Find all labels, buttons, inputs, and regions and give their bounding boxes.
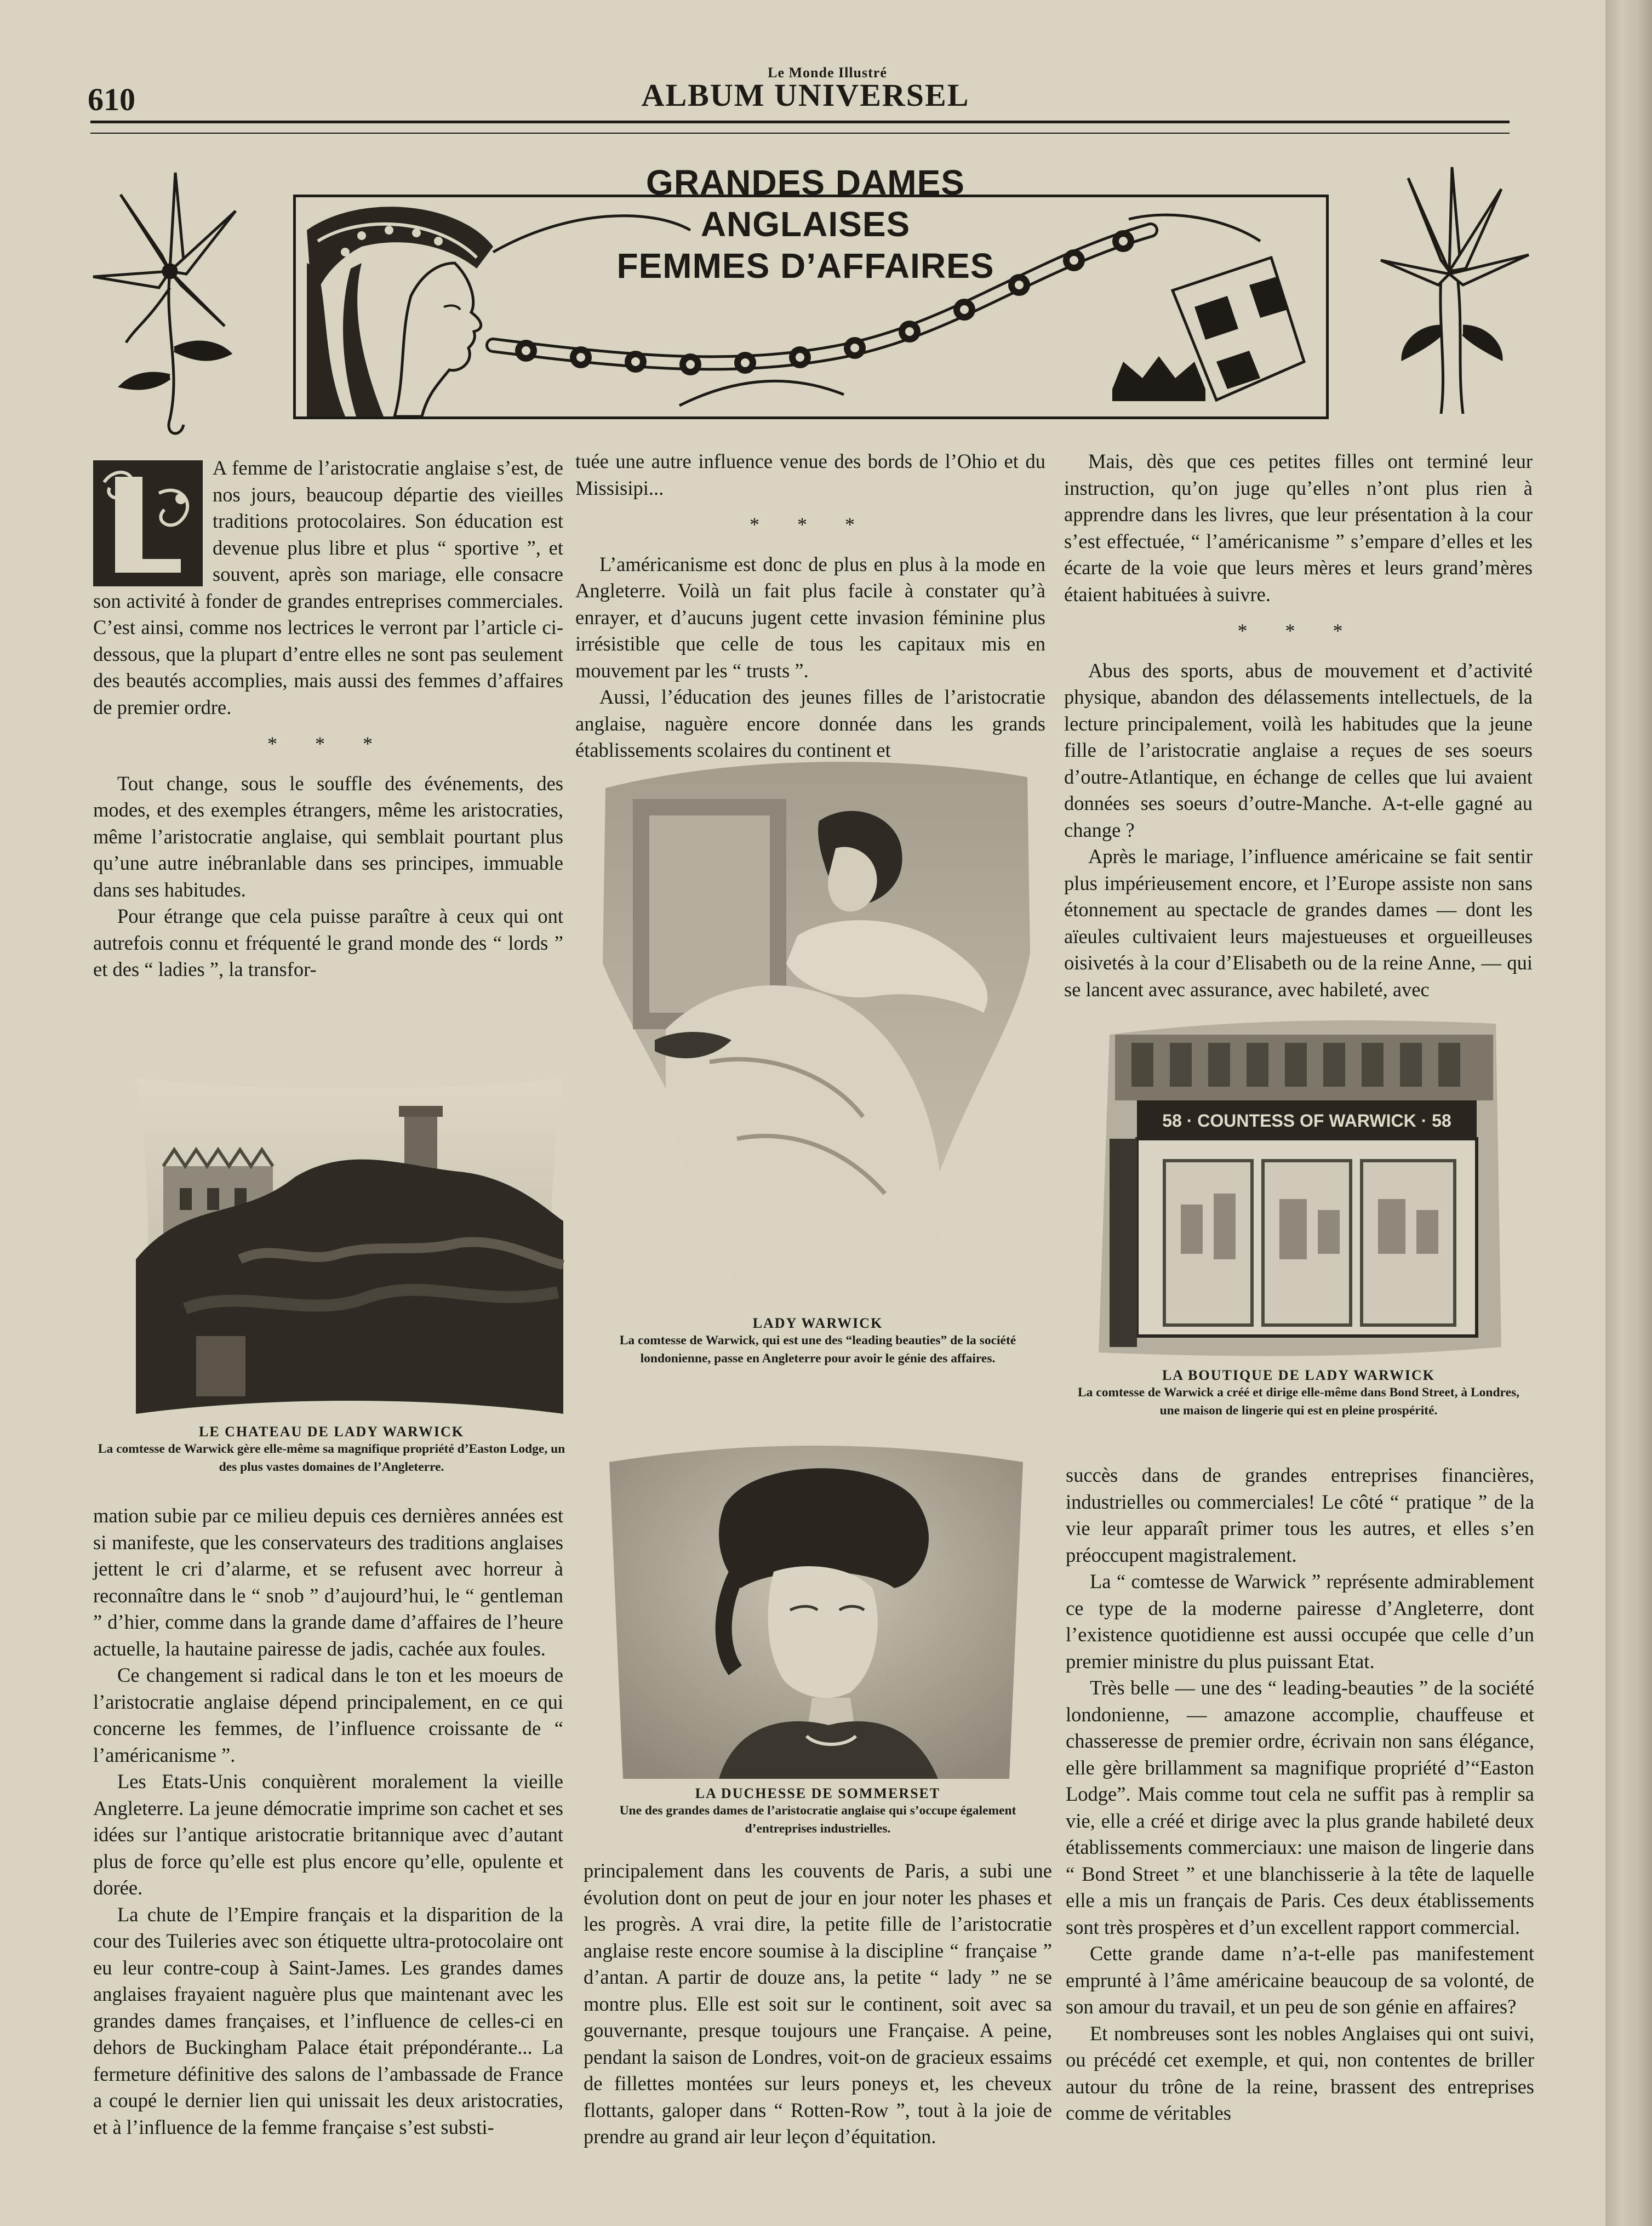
title-line-1: GRANDES DAMES — [646, 163, 965, 202]
paragraph: Les Etats-Unis conquièrent moralement la vieille Angleterre. La jeune démocratie imprime son cachet et ses idées sur l’antique aristocratie britannique avec d’autant plus de force qu’elle est plus encore qu’elle, opulente et dorée. — [93, 1770, 563, 1899]
paragraph: Très belle — une des “ leading-beauties ” de la société londonienne, — amazone accomplie, chauffeuse et chasseresse de premier ordre, écrivain non sans élégance, elle gère brillamment sa magnifique propriété d’“Easton Lodge”. Mais comme tout cela ne suffit pas à remplir sa vie, elle a créé et dirige avec la plus grande habileté deux établissements commerciaux: une maison de lingerie dans “ Bond Street ” et une blanchisserie à la tête de laquelle elle a mis un français de Paris. Ces deux établissements sont très prospères et d’un excellent rapport commercial. — [1066, 1676, 1534, 1938]
drop-cap-l — [93, 460, 203, 586]
castle-caption-title: LE CHATEAU DE LADY WARWICK — [199, 1424, 464, 1440]
duchess-caption-title: LA DUCHESSE DE SOMMERSET — [695, 1785, 941, 1801]
intro-paragraph: A femme de l’aristocratie anglaise s’est, de nos jours, beaucoup départie des vieilles traditions protocolaires. Son éducation est devenue plus libre et plus “ sportive ”, et souvent, après son mariage, elle consacre son activité à fonder de grandes entreprises commerciales. C’est ainsi, comme nos lectrices le verront par l’article ci-dessous, que la plupart d’entre elles ne sont pas seulement des beautés accomplies, mais aussi des femmes d’affaires de premier ordre. — [93, 456, 563, 718]
duchess-caption-text: Une des grandes dames de l’aristocratie anglaise qui s’occupe également d’entreprises industrielles. — [619, 1803, 1016, 1836]
shop-caption — [1074, 1367, 1523, 1420]
shop-sign: 58 · COUNTESS OF WARWICK · 58 — [1162, 1111, 1451, 1131]
shop-caption-title: LA BOUTIQUE DE LADY WARWICK — [1162, 1367, 1436, 1383]
castle-caption-text: La comtesse de Warwick gère elle-même sa magnifique propriété d’Easton Lodge, un des plus vastes domaines de l’Angleterre. — [98, 1442, 565, 1474]
paragraph: Aussi, l’éducation des jeunes filles de l’aristocratie anglaise, naguère encore donnée dans les grands établissements scolaires du continent et — [575, 686, 1045, 761]
shop-caption-text: La comtesse de Warwick a créé et dirige elle-même dans Bond Street, à Londres, une maison de lingerie qui est en pleine prospérité. — [1077, 1385, 1520, 1418]
header-rule-thin — [90, 133, 1510, 134]
publication-subtitle: Le Monde Illustré — [768, 65, 887, 81]
lady-caption-text: La comtesse de Warwick, qui est une des “leading beauties” de la société londonienne, passe en Angleterre pour avoir le génie des affaires. — [619, 1333, 1016, 1366]
column-2-bottom — [584, 1858, 1052, 2150]
column-3-bottom — [1066, 1462, 1534, 2127]
paragraph: L’américanisme est donc de plus en plus à la mode en Angleterre. Voilà un fait plus facile à constater qu’à enrayer, et d’aucuns jugent cette invasion féminine plus irrésistible que celle de tous les capitaux mis en mouvement par les “ trusts ”. — [575, 552, 1045, 682]
page-number: 610 — [88, 82, 135, 117]
paragraph: Cette grande dame n’a-t-elle pas manifestement emprunté à l’âme américaine beaucoup de sa volonté, de son amour du travail, et un peu de son génie en affaires? — [1066, 1942, 1534, 2018]
paragraph: La “ comtesse de Warwick ” représente admirablement ce type de la moderne pairesse d’Angleterre, dont l’existence quotidienne est aussi occupée que celle d’un premier ministre du plus puissant Etat. — [1066, 1570, 1534, 1673]
paragraph: Ce changement si radical dans le ton et les moeurs de l’aristocratie anglaise dépend principalement, en ce qui concerne les femmes, de l’influence croissante de “ l’américanisme ”. — [93, 1664, 563, 1766]
paragraph: succès dans de grandes entreprises financières, industrielles ou commerciales! Le côté “ pratique ” de la vie leur apparaît primer tous les autres, et elles s’en préoccupent magistralement. — [1066, 1464, 1534, 1566]
header-rule — [90, 121, 1510, 123]
section-separator: * * * — [750, 513, 871, 535]
page-edge — [1605, 0, 1652, 2226]
column-3-top — [1064, 448, 1533, 1003]
paragraph: La chute de l’Empire français et la disparition de la cour des Tuileries avec son étiquette ultra-protocolaire ont eu leur contre-coup à Saint-James. Les grandes dames anglaises frayaient naguère plus que maintenant avec les grandes dames françaises, et l’influence de celles-ci en dehors de Buckingham Palace était prépondérante... La fermeture définitive des salons de l’ambassade de France a coupé le dernier lien qui unissait les deux aristocraties, et à l’influence de la femme française s’est substi- — [93, 1903, 563, 2138]
title-line-3: FEMMES D’AFFAIRES — [616, 246, 994, 286]
paragraph: tuée une autre influence venue des bords de l’Ohio et du Missisipi... — [575, 450, 1045, 499]
duchess-caption — [597, 1785, 1038, 1838]
castle-photo — [130, 1078, 569, 1414]
article-title — [597, 162, 1014, 287]
lily-ornament-left — [88, 162, 252, 441]
paragraph: Après le mariage, l’influence américaine se fait sentir plus impérieusement encore, et l’Europe assiste non sans étonnement au spectacle de grandes dames — dont les aïeules cultivaient leurs majestueuses et orgueilleuses oisivetés à la cour d’Elisabeth ou de la reine Anne, — qui se lancent avec assurance, avec habileté, avec — [1064, 845, 1533, 1001]
title-line-2: ANGLAISES — [700, 204, 911, 244]
castle-caption — [93, 1424, 570, 1476]
paragraph: Mais, dès que ces petites filles ont terminé leur instruction, qu’on juge qu’elles n’ont plus rien à apprendre dans les livres, que leur présentation à la cour s’est effectuée, “ l’américanisme ” s’empare d’elles et les écarte de la voie que leurs mères et leurs grand’mères étaient habituées à suivre. — [1064, 450, 1533, 606]
section-separator: * * * — [267, 733, 389, 755]
paragraph: principalement dans les couvents de Paris, a subi une évolution dont on peut de jour en jour noter les phases et les progrès. A vrai dire, la petite fille de l’aristocratie anglaise reste encore soumise à la discipline “ française ” d’antan. A partir de douze ans, la petite “ lady ” ne se montre plus. Elle est soit sur le continent, soit avec sa gouvernante, presque toujours une Française. A peine, pendant la saison de Londres, voit-on de gracieux essaims de fillettes montées sur leurs poneys et, les cheveux flottants, galoper dans “ Rotten-Row ”, tout à la joie de prendre au grand air leur leçon d’équitation. — [584, 1859, 1052, 2148]
duchess-portrait — [609, 1440, 1023, 1779]
column-2-top — [575, 448, 1045, 764]
lady-warwick-caption — [600, 1315, 1036, 1368]
lady-warwick-portrait — [600, 755, 1030, 1298]
shop-photo — [1099, 1018, 1501, 1358]
paragraph: Et nombreuses sont les nobles Anglaises qui ont suivi, ou précédé cet exemple, et qui, non contentes de briller autour du trône de la reine, brassent des entreprises comme de véritables — [1066, 2022, 1534, 2124]
lily-ornament-right — [1370, 162, 1534, 419]
column-1-bottom — [93, 1503, 563, 2141]
lady-caption-title: LADY WARWICK — [752, 1315, 883, 1331]
paragraph: Tout change, sous le souffle des événements, des modes, et des exemples étrangers, même les aristocraties, même l’aristocratie anglaise, qui semblait pourtant plus qu’une autre inébranlable dans ses principes, immuable dans ses habitudes. — [93, 772, 563, 901]
masthead-title: ALBUM UNIVERSEL — [641, 77, 970, 113]
paragraph: Abus des sports, abus de mouvement et d’activité physique, abandon des délassements intellectuels, de la lecture principalement, voilà les habitudes que la jeune fille de l’aristocratie anglaise a reçues de ses soeurs d’outre-Atlantique, en échange de celles que lui avaient données ses soeurs d’outre-Manche. A-t-elle gagné au change ? — [1064, 659, 1533, 841]
paragraph: Pour étrange que cela puisse paraître à ceux qui ont autrefois connu et fréquenté le grand monde des “ lords ” et des “ ladies ”, la transfor- — [93, 905, 563, 980]
section-separator: * * * — [1237, 620, 1359, 642]
paragraph: mation subie par ce milieu depuis ces dernières années est si manifeste, que les conservateurs des traditions anglaises jettent le cri d’alarme, et se refusent avec horreur à reconnaître dans le “ snob ” d’aujourd’hui, le “ gentleman ” d’hier, comme dans la grande dame d’affaires de l’heure actuelle, la hautaine pairesse de jadis, cachée aux foules. — [93, 1504, 563, 1660]
column-1-top — [93, 455, 563, 983]
